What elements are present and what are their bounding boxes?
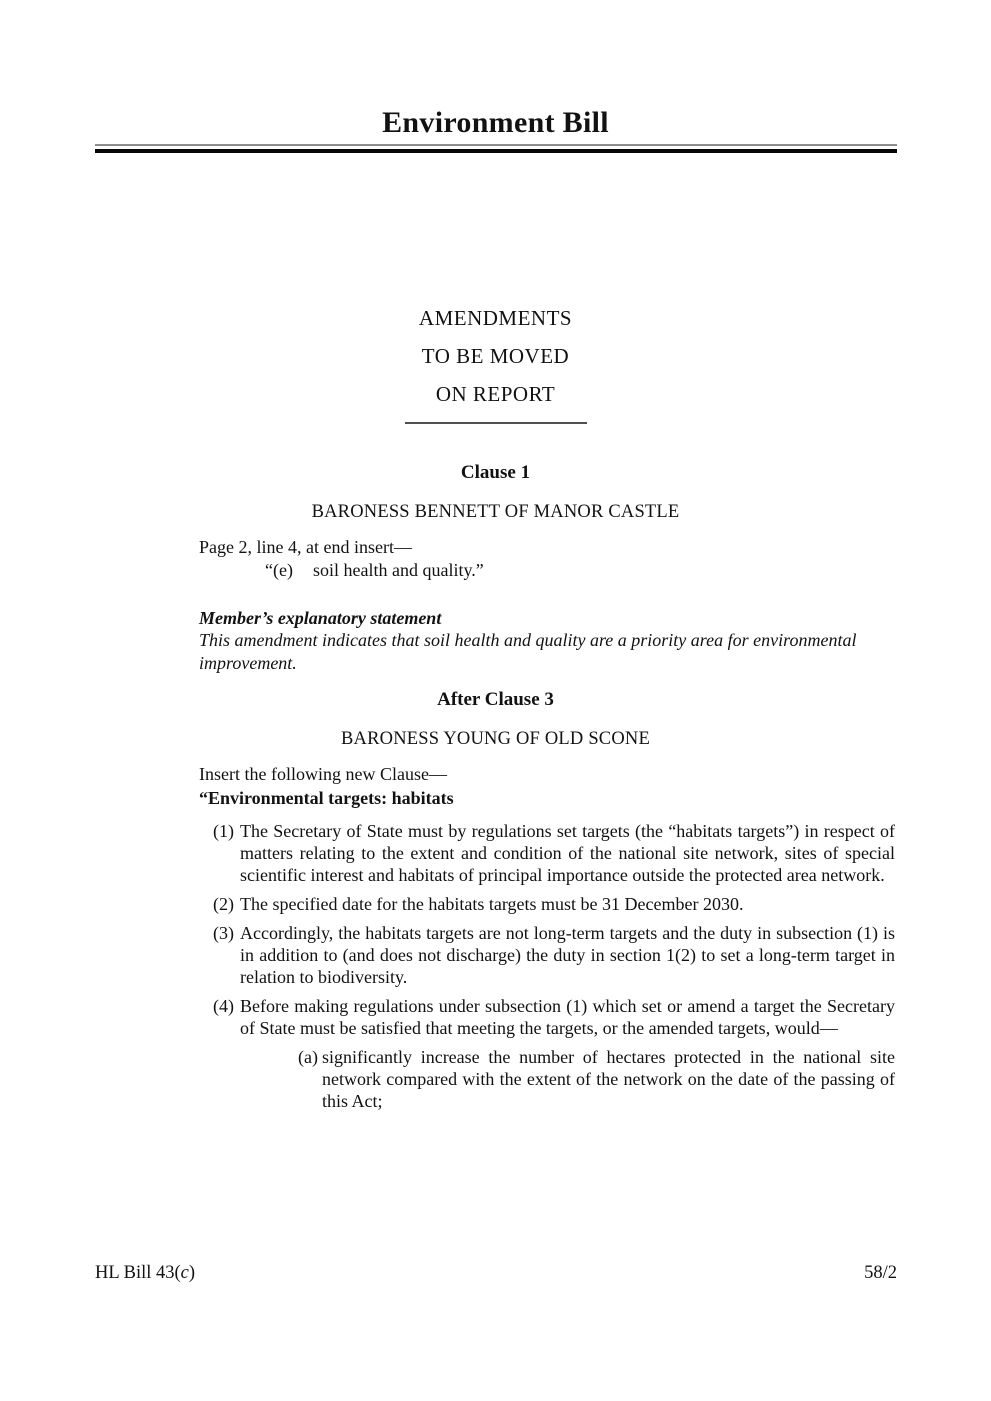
report-banner [0, 308, 991, 405]
clause-1-instruction: Page 2, line 4, at end insert— [199, 537, 412, 557]
bill-reference-close: ) [188, 1263, 196, 1283]
bill-reference [95, 1262, 195, 1284]
paragraph-a-number: (a) [298, 1047, 318, 1067]
subsection-4 [199, 995, 895, 1112]
paragraph-a-text: significantly increase the number of hectares protected in the national site network compared with the extent of the network on the date of the passing of this Act; [322, 1047, 895, 1111]
banner-line-amendments: AMENDMENTS [418, 306, 573, 330]
explanatory-statement [199, 607, 895, 674]
paragraph-a [240, 1046, 895, 1112]
subsection-1 [199, 820, 895, 886]
new-clause-title: “Environmental targets: habitats [199, 788, 454, 808]
subsection-3-text: Accordingly, the habitats targets are not long-term targets and the duty in subsection (1) is in addition to (and does not discharge) the duty in section 1(2) to set a long-term target in relation to biodiversity. [240, 923, 895, 987]
subsection-4-text: Before making regulations under subsection (1) which set or amend a target the Secretary of State must be satisfied that meeting the targets, or the amended targets, would— [240, 996, 895, 1038]
amendment-marker: “(e) [265, 560, 293, 580]
sheet-reference: 58/2 [864, 1263, 897, 1283]
after-clause-3-section [0, 690, 991, 1112]
subsection-4-number: (4) [213, 996, 234, 1016]
after-clause-3-sponsor: BARONESS YOUNG OF OLD SCONE [341, 729, 650, 749]
after-clause-3-instruction: Insert the following new Clause— [199, 764, 447, 784]
subsection-1-number: (1) [213, 821, 234, 841]
banner-line-to-be-moved: TO BE MOVED [421, 344, 570, 368]
after-clause-3-heading: After Clause 3 [437, 689, 554, 710]
separator-rule [405, 422, 587, 424]
clause-1-body [199, 536, 895, 674]
page-title: Environment Bill [382, 106, 609, 139]
title-rule [95, 144, 897, 153]
banner-line-on-report: ON REPORT [435, 382, 556, 406]
page-footer [95, 1262, 897, 1284]
amendment-text: soil health and quality.” [313, 560, 484, 580]
clause-1-sponsor: BARONESS BENNETT OF MANOR CASTLE [311, 502, 680, 522]
clause-1-amendment-line [199, 559, 895, 581]
subsection-2-number: (2) [213, 894, 234, 914]
subsection-2-text: The specified date for the habitats targets must be 31 December 2030. [240, 894, 744, 914]
explanatory-text: This amendment indicates that soil health and quality are a priority area for environmental improvement. [199, 630, 857, 673]
bill-reference-italic: c [180, 1263, 189, 1283]
clause-1-section [0, 463, 991, 674]
subsection-3-number: (3) [213, 923, 234, 943]
after-clause-3-body [199, 763, 895, 1112]
subsection-3 [199, 922, 895, 988]
explanatory-heading: Member’s explanatory statement [199, 608, 442, 628]
clause-1-heading: Clause 1 [460, 462, 531, 483]
subsection-1-text: The Secretary of State must by regulations set targets (the “habitats targets”) in respect of matters relating to the extent and condition of the national site network, sites of special scientific interest and habitats of principal importance outside the protected area network. [240, 821, 895, 885]
bill-reference-text: HL Bill 43( [95, 1263, 181, 1283]
subsection-2 [199, 893, 895, 915]
